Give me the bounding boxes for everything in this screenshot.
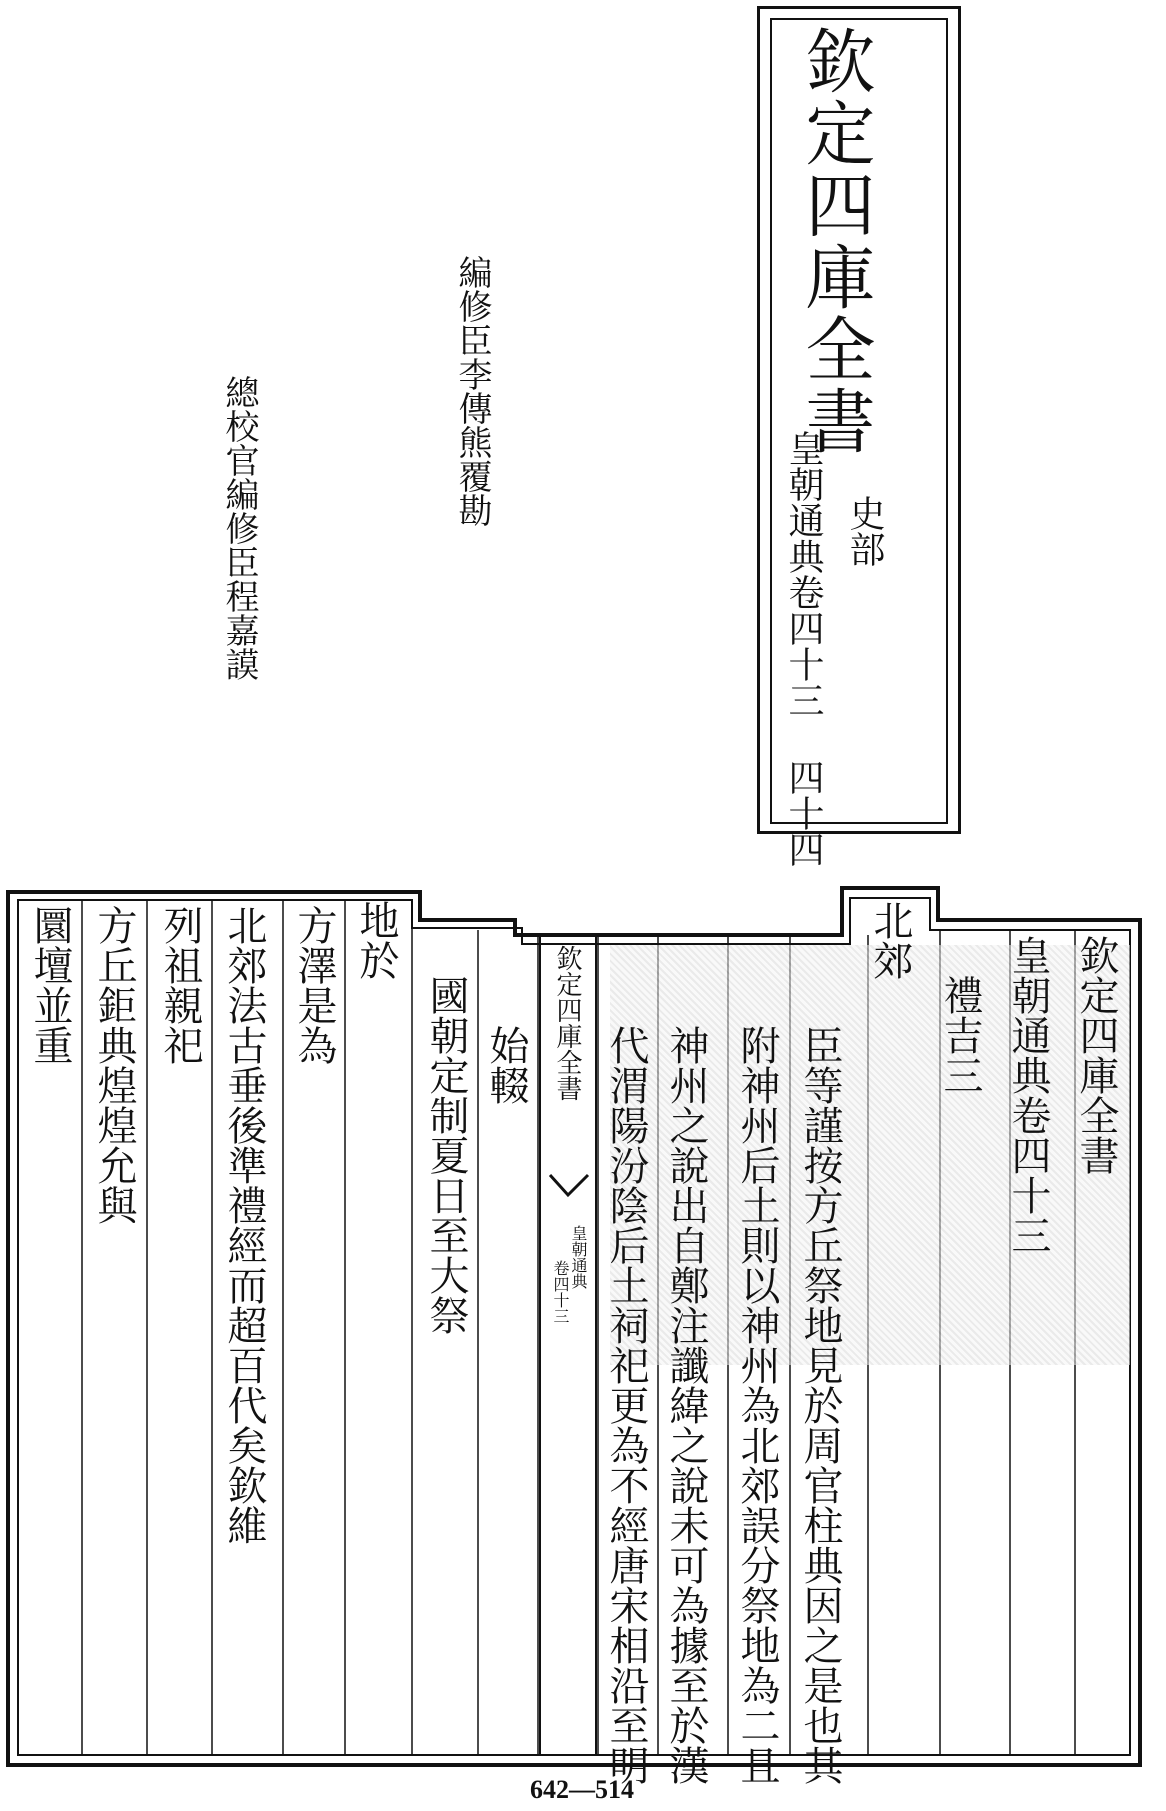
col-heading: 北郊 xyxy=(867,900,913,980)
col-text-5: 始輟 xyxy=(483,1025,529,1105)
col-text-9: 北郊法古垂後準禮經而超百代矣欽維 xyxy=(221,905,267,1545)
col-juan: 皇朝通典卷四十三 xyxy=(1005,935,1051,1255)
col-text-12: 圜壇並重 xyxy=(27,905,73,1065)
main-title: 欽定四庫全書 xyxy=(794,25,876,457)
col-text-6: 國朝定制夏日至大祭 xyxy=(423,975,469,1335)
credit-proofreader: 總校官編修臣程嘉謨 xyxy=(219,375,259,681)
col-title: 欽定四庫全書 xyxy=(1073,935,1119,1175)
col-text-11: 方丘鉅典煌煌允與 xyxy=(91,905,137,1225)
volume-label: 皇朝通典卷四十三 四十四 xyxy=(783,430,824,867)
margin-title: 欽定四庫全書 xyxy=(552,945,582,1101)
col-text-8: 方澤是為 xyxy=(291,905,337,1065)
credit-reviewer: 編修臣李傳熊覆勘 xyxy=(452,255,492,527)
margin-juan: 卷四十三 xyxy=(551,1260,570,1324)
col-text-2: 附神州后土則以神州為北郊誤分祭地為二且 xyxy=(734,1025,780,1785)
col-text-7: 地於 xyxy=(353,900,399,980)
col-text-1: 臣等謹按方丘祭地見於周官柱典因之是也其 xyxy=(797,1025,843,1785)
col-text-3: 神州之說出自鄭注讖緯之說未可為據至於漢 xyxy=(663,1025,709,1785)
col-text-10: 列祖親祀 xyxy=(157,905,203,1065)
category-label: 史部 xyxy=(844,495,885,567)
col-text-4: 代渭陽汾陰后土祠祀更為不經唐宋相沿至明 xyxy=(603,1025,649,1785)
col-section: 禮吉三 xyxy=(937,975,983,1095)
page-footer-number: 642—514 xyxy=(530,1775,634,1804)
margin-book: 皇朝通典 xyxy=(569,1225,588,1289)
